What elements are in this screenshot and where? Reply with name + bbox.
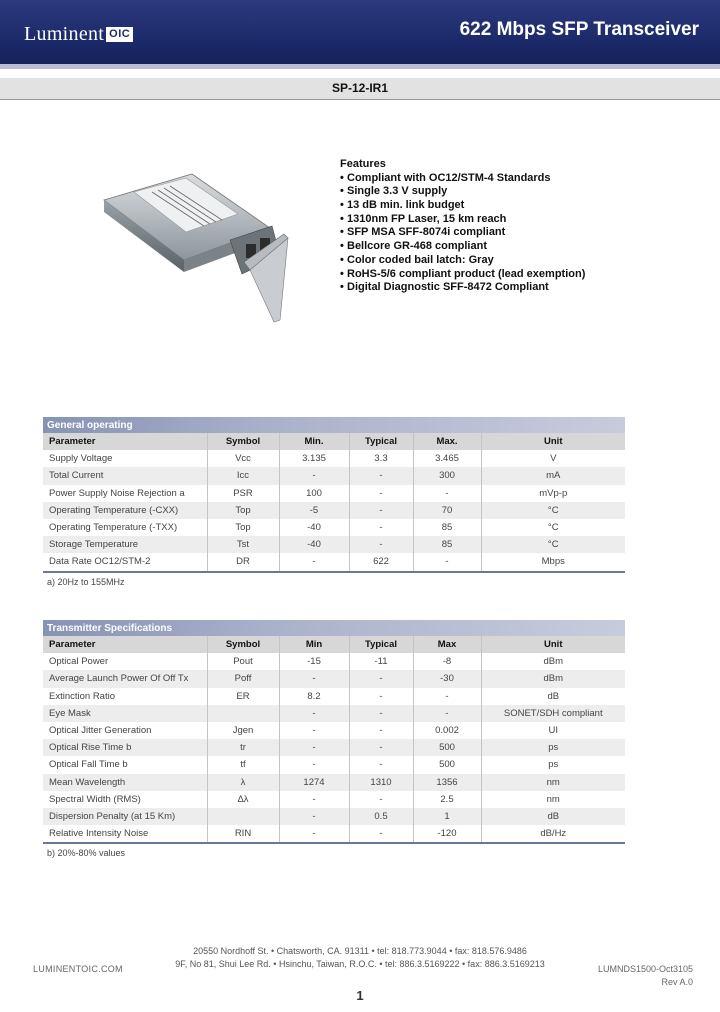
header-bar	[0, 0, 720, 64]
table-cell: -120	[413, 825, 481, 842]
table-cell: -	[349, 467, 413, 484]
table-cell: tf	[207, 756, 279, 773]
table-cell: -	[349, 536, 413, 553]
table-row	[43, 774, 625, 791]
table-cell: RIN	[207, 825, 279, 842]
table-cell: -	[279, 553, 349, 570]
revision: Rev A.0	[661, 976, 693, 987]
table-cell: ps	[481, 739, 625, 756]
footnote: a) 20Hz to 155MHz	[47, 576, 125, 587]
table-cell: Dispersion Penalty (at 15 Km)	[43, 808, 207, 825]
table-cell: ER	[207, 688, 279, 705]
table-cell: Storage Temperature	[43, 536, 207, 553]
table-cell: 500	[413, 739, 481, 756]
table-cell: -8	[413, 653, 481, 670]
table-cell: dBm	[481, 670, 625, 687]
table-cell: mA	[481, 467, 625, 484]
table-row	[43, 739, 625, 756]
table-cell: Average Launch Power Of Off Tx	[43, 670, 207, 687]
features-title: Features	[340, 158, 386, 170]
table-row	[43, 688, 625, 705]
table-cell: 1356	[413, 774, 481, 791]
table-cell: Icc	[207, 467, 279, 484]
table-cell: -	[349, 688, 413, 705]
table-cell: UI	[481, 722, 625, 739]
list-item: • RoHS-5/6 compliant product (lead exemption)	[340, 267, 586, 280]
table-cell: Extinction Ratio	[43, 688, 207, 705]
table-cell: Top	[207, 502, 279, 519]
table-cell: 622	[349, 553, 413, 570]
table-cell: Vcc	[207, 450, 279, 467]
table-cell: PSR	[207, 485, 279, 502]
table-cell: -	[279, 722, 349, 739]
table-cell: -	[349, 670, 413, 687]
column-header: Min.	[279, 433, 349, 450]
table-cell: -	[349, 739, 413, 756]
part-number-band	[0, 78, 720, 100]
table-row	[43, 536, 625, 553]
table-cell: 0.002	[413, 722, 481, 739]
table-cell: ps	[481, 756, 625, 773]
column-header: Max.	[413, 433, 481, 450]
table-cell: -	[279, 670, 349, 687]
table-row	[43, 553, 625, 570]
table-cell: dB	[481, 688, 625, 705]
logo-text: Luminent	[24, 22, 105, 45]
table-cell: 500	[413, 756, 481, 773]
table-cell: dB/Hz	[481, 825, 625, 842]
table-bottom-rule	[43, 571, 625, 573]
page-number: 1	[356, 988, 364, 1003]
table-cell: Jgen	[207, 722, 279, 739]
table-bottom-rule	[43, 842, 625, 844]
table-cell: Mbps	[481, 553, 625, 570]
column-header: Typical	[349, 636, 413, 653]
table-cell: Optical Power	[43, 653, 207, 670]
address-line: 9F, No 81, Shui Lee Rd. • Hsinchu, Taiwan, R.O.C. • tel: 886.3.5169222 • fax: 886.3.5169213	[175, 958, 545, 969]
table-cell: SONET/SDH compliant	[481, 705, 625, 722]
table-row	[43, 519, 625, 536]
company-logo	[24, 24, 133, 44]
table-cell: Data Rate OC12/STM-2	[43, 553, 207, 570]
table-cell: -30	[413, 670, 481, 687]
table-cell: Δλ	[207, 791, 279, 808]
website-link[interactable]: LUMINENTOIC.COM	[33, 964, 123, 974]
table-cell: -40	[279, 536, 349, 553]
table-cell: 2.5	[413, 791, 481, 808]
table-row	[43, 825, 625, 842]
table-cell: -5	[279, 502, 349, 519]
table-row	[43, 653, 625, 670]
table-cell	[207, 705, 279, 722]
table-cell: -15	[279, 653, 349, 670]
table-cell: -	[279, 791, 349, 808]
table-cell: 3.465	[413, 450, 481, 467]
table-cell: -	[279, 756, 349, 773]
list-item: • SFP MSA SFF-8074i compliant	[340, 226, 506, 239]
table-cell: Power Supply Noise Rejection a	[43, 485, 207, 502]
general-table	[43, 433, 625, 571]
table-title: Transmitter Specifications	[43, 620, 625, 636]
table-cell: Operating Temperature (-CXX)	[43, 502, 207, 519]
table-title: General operating	[43, 417, 625, 433]
product-title: 622 Mbps SFP Transceiver	[459, 19, 699, 40]
table-cell: DR	[207, 553, 279, 570]
list-item: • Bellcore GR-468 compliant	[340, 240, 487, 253]
table-cell	[207, 808, 279, 825]
column-header: Symbol	[207, 636, 279, 653]
table-cell: Poff	[207, 670, 279, 687]
table-cell: -	[279, 825, 349, 842]
table-cell: Optical Fall Time b	[43, 756, 207, 773]
table-row	[43, 722, 625, 739]
list-item: • Digital Diagnostic SFF-8472 Compliant	[340, 281, 549, 294]
table-cell: 1	[413, 808, 481, 825]
table-cell: -40	[279, 519, 349, 536]
document-info	[598, 963, 693, 988]
table-cell: Operating Temperature (-TXX)	[43, 519, 207, 536]
table-cell: V	[481, 450, 625, 467]
table-cell: Tst	[207, 536, 279, 553]
table-cell: Eye Mask	[43, 705, 207, 722]
table-cell: -	[349, 485, 413, 502]
list-item: • 1310nm FP Laser, 15 km reach	[340, 212, 507, 225]
column-header: Parameter	[43, 636, 207, 653]
table-cell: 3.3	[349, 450, 413, 467]
document-number: LUMNDS1500-Oct3105	[597, 964, 693, 974]
table-cell: tr	[207, 739, 279, 756]
header-rule	[0, 64, 720, 69]
column-header: Symbol	[207, 433, 279, 450]
table-cell: Relative Intensity Noise	[43, 825, 207, 842]
list-item: • 13 dB min. link budget	[340, 199, 465, 211]
table-cell: -	[413, 705, 481, 722]
part-number: SP-12-IR1	[331, 81, 389, 95]
table-cell: 100	[279, 485, 349, 502]
table-cell: -	[349, 825, 413, 842]
table-cell: Optical Rise Time b	[43, 739, 207, 756]
table-cell: °C	[481, 519, 625, 536]
table-cell: -	[413, 553, 481, 570]
table-cell: dB	[481, 808, 625, 825]
table-cell: -	[279, 467, 349, 484]
table-cell: 1274	[279, 774, 349, 791]
table-row	[43, 791, 625, 808]
table-cell: λ	[207, 774, 279, 791]
logo-badge: OIC	[106, 27, 133, 42]
table-cell: -	[279, 808, 349, 825]
list-item: • Color coded bail latch: Gray	[340, 253, 494, 266]
table-cell: 70	[413, 502, 481, 519]
table-cell: Spectral Width (RMS)	[43, 791, 207, 808]
table-cell: °C	[481, 502, 625, 519]
table-cell: -	[413, 485, 481, 502]
address-line: 20550 Nordhoff St. • Chatsworth, CA. 91311 • tel: 818.773.9044 • fax: 818.576.9486	[193, 946, 527, 956]
table-row	[43, 808, 625, 825]
table-cell: 0.5	[349, 808, 413, 825]
table-cell: 3.135	[279, 450, 349, 467]
table-cell: -	[349, 756, 413, 773]
table-cell: -	[349, 519, 413, 536]
table-cell: mVp-p	[481, 485, 625, 502]
column-header: Min	[279, 636, 349, 653]
transmitter-spec-table	[43, 636, 625, 842]
table-cell: 8.2	[279, 688, 349, 705]
column-header: Typical	[349, 433, 413, 450]
table-row	[43, 502, 625, 519]
table-cell: Pout	[207, 653, 279, 670]
table-row	[43, 467, 625, 484]
transmitter-table	[43, 620, 625, 858]
table-cell: -	[349, 722, 413, 739]
column-header: Unit	[481, 433, 625, 450]
table-row	[43, 756, 625, 773]
table-cell: Top	[207, 519, 279, 536]
column-header: Max	[413, 636, 481, 653]
table-cell: Total Current	[43, 467, 207, 484]
table-row	[43, 450, 625, 467]
list-item: • Compliant with OC12/STM-4 Standards	[340, 171, 551, 184]
table-row	[43, 670, 625, 687]
table-cell: -11	[349, 653, 413, 670]
table-header-row	[43, 636, 625, 653]
table-cell: -	[349, 502, 413, 519]
table-cell: -	[279, 739, 349, 756]
table-cell: dBm	[481, 653, 625, 670]
table-cell: 300	[413, 467, 481, 484]
table-cell: Optical Jitter Generation	[43, 722, 207, 739]
column-header: Unit	[481, 636, 625, 653]
column-header: Parameter	[43, 433, 207, 450]
table-cell: Supply Voltage	[43, 450, 207, 467]
features-section	[340, 158, 585, 295]
general-operating-table	[43, 417, 625, 587]
table-cell: nm	[481, 774, 625, 791]
transceiver-image	[100, 170, 290, 330]
table-row	[43, 705, 625, 722]
footnote: b) 20%-80% values	[47, 848, 126, 859]
table-cell: -	[349, 791, 413, 808]
table-cell: nm	[481, 791, 625, 808]
table-header-row	[43, 433, 625, 450]
table-row	[43, 485, 625, 502]
table-cell: -	[279, 705, 349, 722]
table-cell: 85	[413, 519, 481, 536]
list-item: • Single 3.3 V supply	[340, 185, 448, 198]
table-cell: 85	[413, 536, 481, 553]
table-cell: 1310	[349, 774, 413, 791]
table-cell: -	[413, 688, 481, 705]
table-cell: Mean Wavelength	[43, 774, 207, 791]
features-list	[340, 172, 585, 295]
table-cell: -	[349, 705, 413, 722]
table-cell: °C	[481, 536, 625, 553]
